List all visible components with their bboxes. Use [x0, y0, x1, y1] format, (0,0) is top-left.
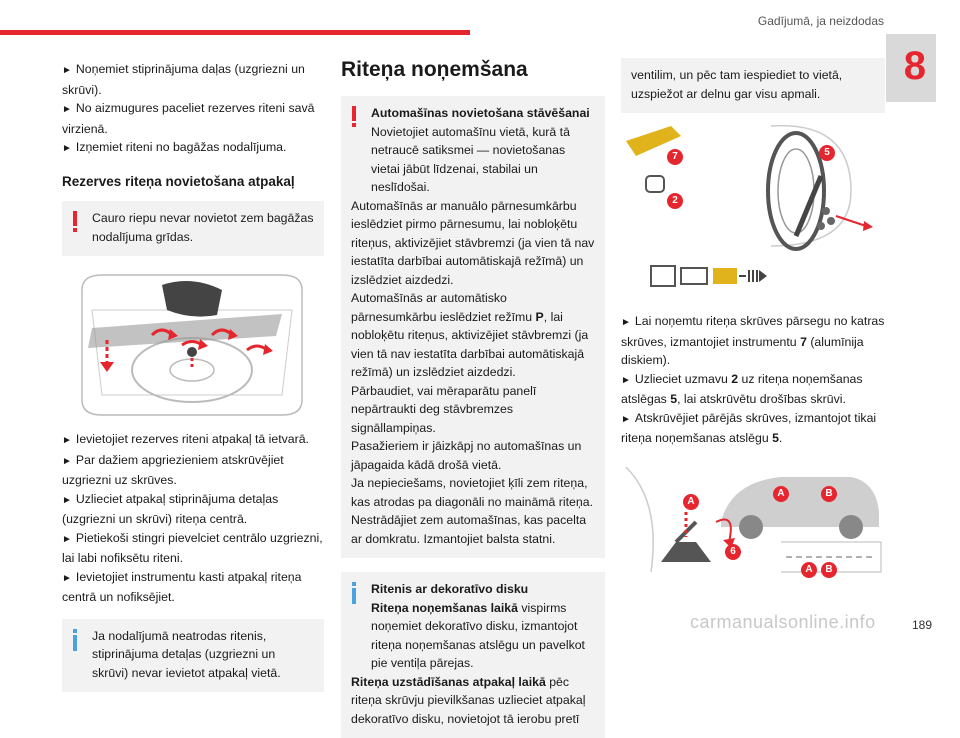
warning-paragraph-1: Novietojiet automašīnu vietā, kurā tā netraucē satiksmei — novietošanas vietai jābūt līdzenai, stabilai un neslīdošai. — [371, 124, 570, 194]
wheel-trim-info-box — [341, 572, 605, 738]
warning-paragraph-6: Ja nepieciešams, novietojiet ķīli zem riteņa, kas atrodas pa diagonāli no maināmā riteņa. — [351, 476, 593, 509]
return-bullets — [62, 430, 324, 607]
chapter-number: 8 — [903, 44, 926, 88]
warning-text: Cauro riepu nevar novietot zem bagāžas nodalījuma grīdas. — [92, 211, 314, 244]
bullet-socket: ► Uzlieciet uzmavu 2 uz riteņa noņemšanas atslēgas 5, lai atskrūvētu drošības skrūvi. — [621, 371, 863, 406]
bullet-hubcap: ► Lai noņemtu riteņa skrūves pārsegu no katras skrūves, izmantojiet instrumentu 7 (alumīnija diskiem). — [621, 314, 885, 367]
callout-A: A — [801, 562, 817, 578]
socket-adapter-illustration — [621, 256, 885, 296]
jack-car-illustration — [621, 462, 885, 592]
heading-wheel-removal: Riteņa noņemšana — [341, 58, 528, 81]
intro-bullet: ► Noņemiet stiprinājuma daļas (uzgriezni un skrūvi). — [62, 62, 305, 97]
callout-B: B — [821, 562, 837, 578]
info-box — [62, 619, 324, 693]
intro-bullets — [62, 60, 324, 159]
warning-title: Automašīnas novietošana stāvēšanai — [371, 106, 590, 120]
wheel-tools-illustration — [621, 121, 885, 256]
warning-paragraph-5: Pasažieriem ir jāizkāpj no automašīnas un jāpagaida kādā drošā vietā. — [351, 439, 582, 472]
watermark: carmanualsonline.info — [690, 612, 876, 632]
callout-6: 6 — [725, 544, 741, 560]
bullet-loosen: ► Atskrūvējiet pārējās skrūves, izmantojot tikai riteņa noņemšanas atslēgu 5. — [621, 410, 877, 445]
column-middle — [341, 58, 605, 738]
section-title: Gadījumā, ja neizdodas — [757, 14, 884, 28]
intro-bullet: ► No aizmugures paceliet rezerves riteni savā virzienā. — [62, 101, 315, 136]
warning-paragraph-7: Nestrādājiet zem automašīnas, kas pacelta ar domkratu. Izmantojiet balsta statni. — [351, 513, 587, 546]
info-title: Ritenis ar dekoratīvo disku — [371, 582, 529, 596]
page-number: 189 — [911, 618, 932, 632]
header-accent-bar — [0, 30, 470, 35]
heading-spare-wheel-return: Rezerves riteņa novietošana atpakaļ — [62, 173, 295, 189]
return-bullet: ► Pietiekoši stingri pievelciet centrālo uzgriezni, lai labi nofiksētu riteni. — [62, 530, 323, 565]
warning-icon — [72, 211, 78, 233]
info-paragraph-1: Riteņa noņemšanas laikā vispirms noņemiet dekoratīvo disku, izmantojot riteņa noņemšanas atslēgu un pavelkot pie ventiļa pārejas. — [371, 600, 585, 670]
info-icon — [72, 629, 78, 651]
trunk-illustration — [62, 270, 324, 420]
warning-paragraph-3: Automašīnās ar automātisko pārnesumkārbu ieslēdziet režīmu P, lai nobloķētu riteņus, aktivizējiet stāvbremzi (ja vien tā nav iestatīta darbībai automātiskajā režīmā) un izslēdziet aizdedzi. — [351, 291, 589, 379]
callout-7: 7 — [667, 149, 683, 165]
warning-paragraph-2: Automašīnās ar manuālo pārnesumkārbu ieslēdziet pirmo pārnesumu, lai nobloķētu riteņus, aktivizējiet stāvbremzi (ja vien tā nav iestatīta darbībai automātiskajā režīmā) un izslēdziet aizdedzi. — [351, 198, 595, 287]
warning-icon — [351, 106, 357, 128]
parking-warning-box — [341, 96, 605, 558]
callout-A: A — [683, 494, 699, 510]
return-bullet: ► Par dažiem apgriezieniem atskrūvējiet uzgriezni uz skrūves. — [62, 452, 284, 487]
info-text: Ja nodalījumā neatrodas ritenis, stiprinājuma detaļas (uzgriezni un skrūvi) nevar ievietot atpakaļ vietā. — [92, 628, 281, 680]
warning-box — [62, 201, 324, 256]
continued-info-box — [621, 58, 885, 113]
column-right — [621, 58, 885, 592]
callout-2: 2 — [667, 193, 683, 209]
callout-B: B — [821, 486, 837, 502]
continued-info-text: ventilim, un pēc tam iespiediet to vietā, uzspiežot ar delnu gar visu apmali. — [631, 68, 843, 101]
callout-A: A — [773, 486, 789, 502]
removal-bullets — [621, 312, 885, 448]
info-paragraph-2: Riteņa uzstādīšanas atpakaļ laikā pēc riteņa skrūvju pievilkšanas uzlieciet atpakaļ dekoratīvo disku, novietojot tā ierobu pretī — [351, 674, 586, 726]
callout-5: 5 — [819, 145, 835, 161]
column-left — [62, 60, 324, 692]
return-bullet: ► Ievietojiet instrumentu kasti atpakaļ riteņa centrā un nofiksējiet. — [62, 569, 302, 604]
return-bullet: ► Ievietojiet rezerves riteni atpakaļ tā ietvarā. — [62, 432, 309, 446]
intro-bullet: ► Izņemiet riteni no bagāžas nodalījuma. — [62, 140, 287, 154]
info-icon — [351, 582, 357, 604]
return-bullet: ► Uzlieciet atpakaļ stiprinājuma detaļas (uzgriezni un skrūvi) riteņa centrā. — [62, 491, 279, 526]
warning-paragraph-4: Pārbaudiet, vai mēraparātu panelī nepārtraukti deg stāvbremzes signāllampiņas. — [351, 383, 537, 435]
